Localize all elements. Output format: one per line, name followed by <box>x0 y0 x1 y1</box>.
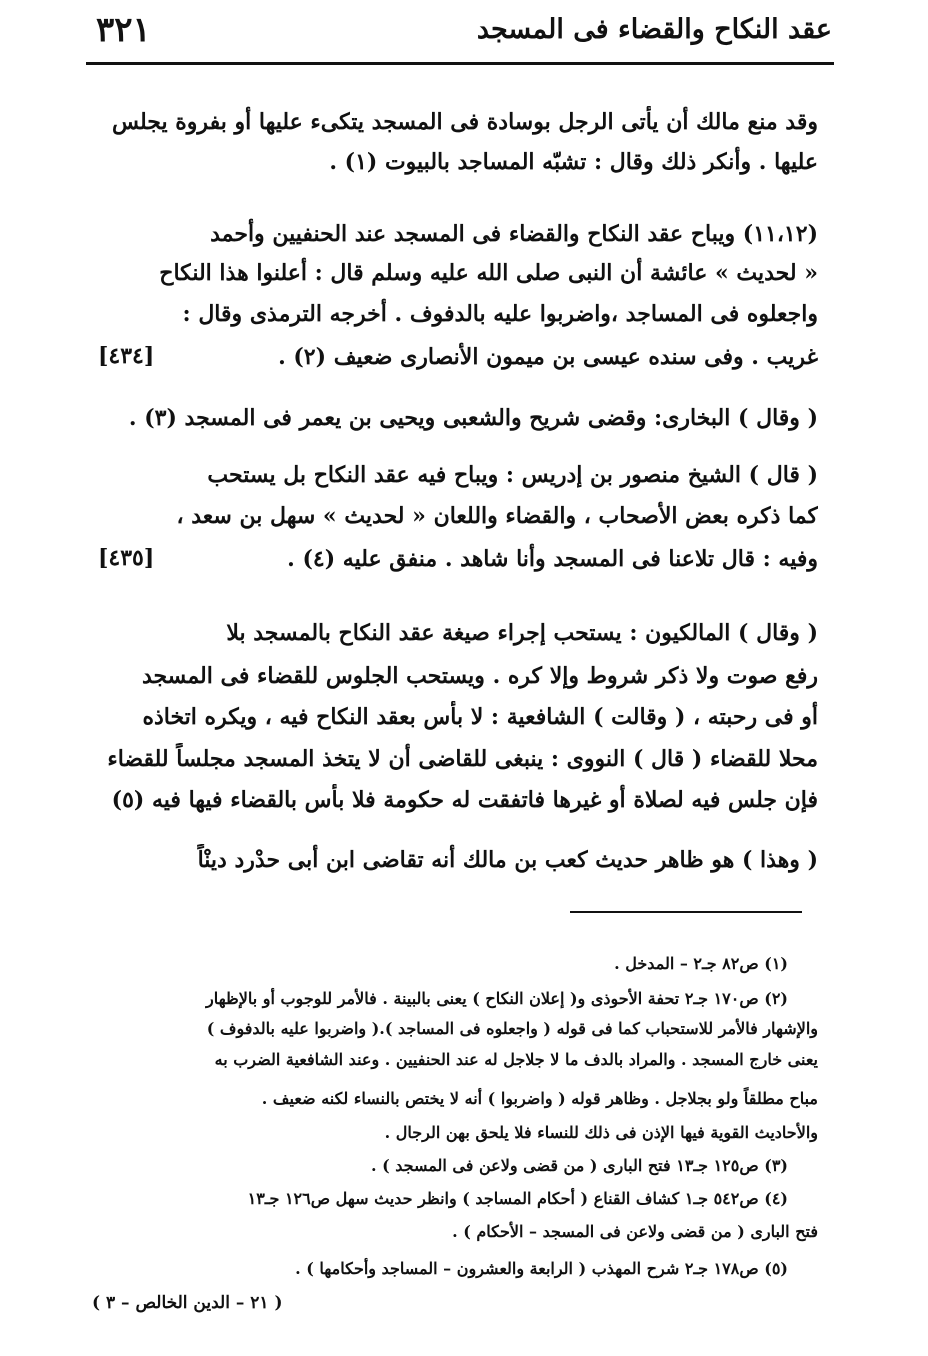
body-line: محلا للقضاء ( قال ) النووى : ينبغى للقاضى أن لا يتخذ المسجد مجلساً للقضاء <box>107 746 818 772</box>
footnote-line: (٥) ص١٧٨ جـ٢ شرح المهذب ( الرابعة والعشرون – المساجد وأحكامها ) . <box>295 1259 788 1278</box>
footnote-line: (١) ص٨٢ جـ٢ – المدخل . <box>614 954 788 973</box>
body-line: وقد منع مالك أن يأتى الرجل بوسادة فى المسجد يتكىء عليها أو بفروة يجلس <box>111 109 818 135</box>
body-line: فإن جلس فيه لصلاة أو غيرها فاتفقت له حكومة فلا بأس بالقضاء فيها فيه (٥) <box>111 787 818 813</box>
body-line: عليها . وأنكر ذلك وقال : تشبّه المساجد بالبيوت (١) . <box>329 149 818 175</box>
header-rule <box>86 62 834 65</box>
running-title: عقد النكاح والقضاء فى المسجد <box>476 14 832 45</box>
body-line: وفيه : قال تلاعنا فى المسجد وأنا شاهد . منفق عليه (٤) . <box>287 546 818 572</box>
page-header <box>88 8 832 60</box>
footnote-line: فتح البارى ( من قضى ولاعن فى المسجد – الأحكام ) . <box>452 1222 818 1241</box>
footnote-line: يعنى خارج المسجد . والمراد بالدف ما لا جلاجل له عند الحنفيين . وعند الشافعية الضرب به <box>214 1050 818 1069</box>
footnote-line: مباح مطلقاً ولو بجلاجل . وظاهر قوله ( واضربوا ) أنه لا يختص بالنساء لكنه ضعيف . <box>261 1089 818 1108</box>
footnote-line: (٣) ص١٢٥ جـ١٣ فتح البارى ( من قضى ولاعن فى المسجد ) . <box>370 1156 788 1175</box>
body-line: ( قال ) الشيخ منصور بن إدريس : ويباح فيه عقد النكاح بل يستحب <box>207 462 818 488</box>
body-line: أو فى رحبته ، ( وقالت ) الشافعية : لا بأس بعقد النكاح فيه ، ويكره اتخاذه <box>142 704 818 730</box>
printer-signature: ( ٢١ – الدين الخالص – ٣ ) <box>92 1293 283 1313</box>
footnote-line: والإشهار فالأمر للاستحباب كما فى قوله ( واجعلوه فى المساجد ).( واضربوا عليه بالدفوف ) <box>206 1019 818 1038</box>
body-line: ( وقال ) المالكيون : يستحب إجراء صيغة عقد النكاح بالمسجد بلا <box>226 620 818 646</box>
body-line: كما ذكره بعض الأصحاب ، والقضاء واللعان « لحديث » سهل بن سعد ، <box>176 503 818 529</box>
body-line: رفع صوت ولا ذكر شروط وإلا كره . ويستحب الجلوس للقضاء فى المسجد <box>141 663 818 689</box>
footnote-line: (٤) ص٥٤٢ جـ١ كشاف القناع ( أحكام المساجد ) وانظر حديث سهل ص١٢٦ جـ١٣ <box>247 1189 788 1208</box>
reference-number: [٤٣٤] <box>98 343 155 369</box>
footnote-line: (٢) ص١٧٠ جـ٢ تحفة الأحوذى و( إعلان النكاح ) يعنى بالبينة . فالأمر للوجوب أو بالإظهار <box>206 989 788 1008</box>
body-line: ( وقال ) البخارى: وقضى شريح والشعبى ويحيى بن يعمر فى المسجد (٣) . <box>128 405 818 431</box>
body-line: « لحديث » عائشة أن النبى صلى الله عليه وسلم قال : أعلنوا هذا النكاح <box>159 260 818 286</box>
reference-number: [٤٣٥] <box>98 545 155 571</box>
body-line: (١١،١٢) ويباح عقد النكاح والقضاء فى المسجد عند الحنفيين وأحمد <box>210 221 818 247</box>
body-line: ( وهذا ) هو ظاهر حديث كعب بن مالك أنه تقاضى ابن أبى حدْرد دينْاً <box>197 847 818 873</box>
body-line: واجعلوه فى المساجد ،واضربوا عليه بالدفوف . أخرجه الترمذى وقال : <box>182 301 818 327</box>
page-number: ٣٢١ <box>96 10 151 50</box>
body-line: غريب . وفى سنده عيسى بن ميمون الأنصارى ضعيف (٢) . <box>278 344 818 370</box>
footnote-rule <box>570 911 802 913</box>
footnote-line: والأحاديث القوية فيها الإذن فى ذلك للنساء فلا يلحق بهن الرجال . <box>384 1123 818 1142</box>
